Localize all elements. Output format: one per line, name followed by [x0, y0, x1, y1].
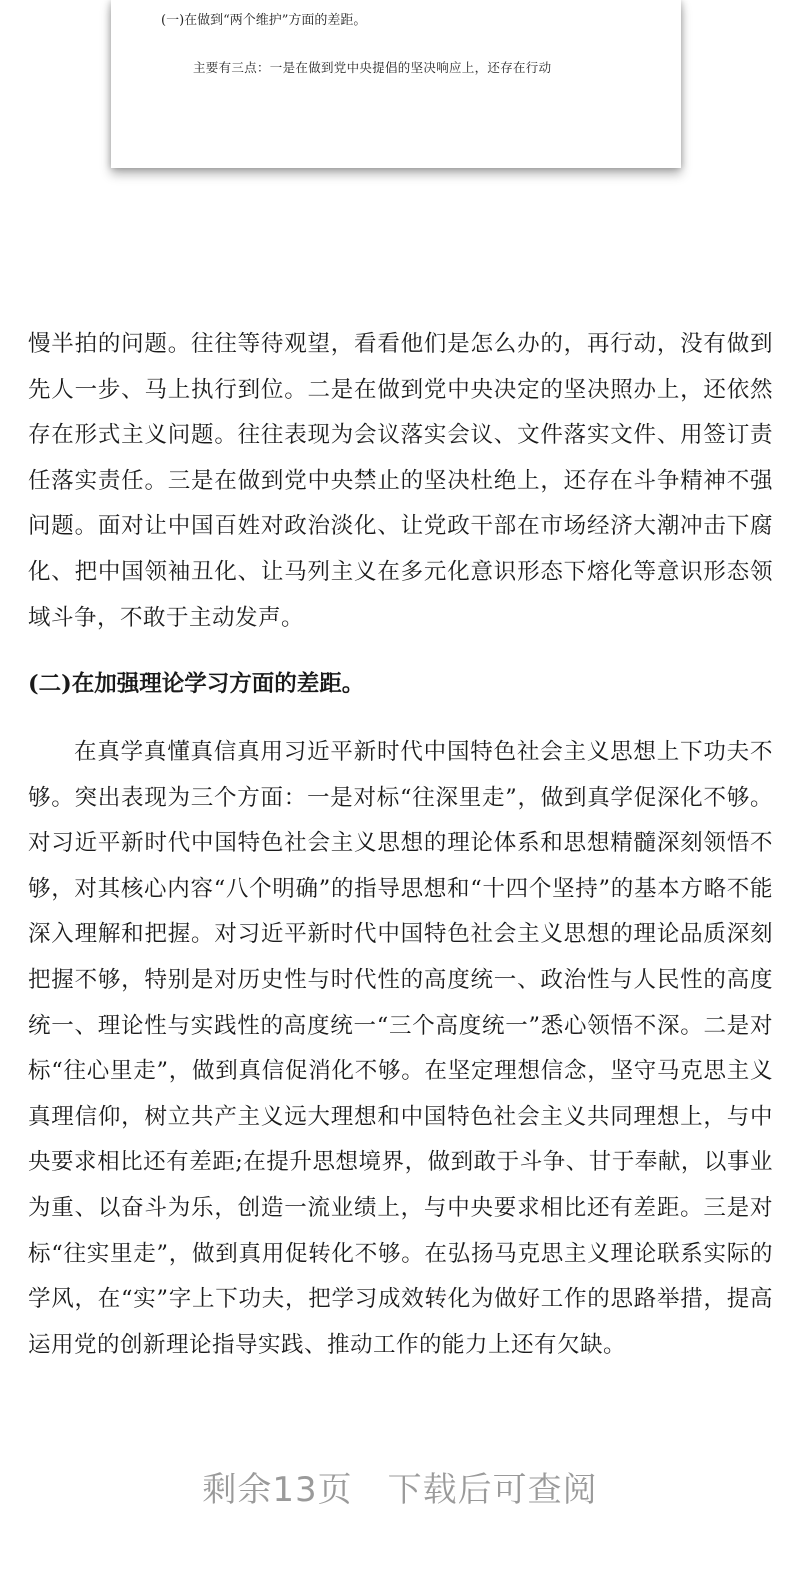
preview-section-heading: (一)在做到“两个维护”方面的差距。 [161, 13, 367, 28]
document-preview-card [111, 0, 681, 168]
section-2-heading: (二)在加强理论学习方面的差距。 [28, 671, 365, 697]
download-to-read-prompt[interactable]: 剩余13页 下载后可查阅 [202, 1470, 598, 1510]
body-paragraph-2: 在真学真懂真信真用习近平新时代中国特色社会主义思想上下功夫不够。突出表现为三个方面：一是对标“往深里走”，做到真学促深化不够。对习近平新时代中国特色社会主义思想的理论体系和思想精髓深刻领悟不够，对其核心内容“八个明确”的指导思想和“十四个坚持”的基本方略不能深入理解和把握。对习近平新时代中国特色社会主义思想的理论品质深刻把握不够，特别是对历史性与时代性的高度统一、政治性与人民性的高度统一、理论性与实践性的高度统一“三个高度统一”悉心领悟不深。二是对标“往心里走”，做到真信促消化不够。在坚定理想信念，坚守马克思主义真理信仰，树立共产主义远大理想和中国特色社会主义共同理想上，与中央要求相比还有差距;在提升思想境界，做到敢于斗争、甘于奉献，以事业为重、以奋斗为乐，创造一流业绩上，与中央要求相比还有差距。三是对标“往实里走”，做到真用促转化不够。在弘扬马克思主义理论联系实际的学风，在“实”字上下功夫，把学习成效转化为做好工作的思路举措，提高运用党的创新理论指导实践、推动工作的能力上还有欠缺。 [28, 739, 773, 1358]
preview-first-line: 主要有三点：一是在做到党中央提倡的坚决响应上，还存在行动 [193, 60, 552, 75]
body-paragraph-1: 慢半拍的问题。往往等待观望，看看他们是怎么办的，再行动，没有做到先人一步、马上执行到位。二是在做到党中央决定的坚决照办上，还依然存在形式主义问题。往往表现为会议落实会议、文件落实文件、用签订责任落实责任。三是在做到党中央禁止的坚决杜绝上，还存在斗争精神不强问题。面对让中国百姓对政治淡化、让党政干部在市场经济大潮冲击下腐化、把中国领袖丑化、让马列主义在多元化意识形态下熔化等意识形态领域斗争，不敢于主动发声。 [28, 331, 773, 631]
